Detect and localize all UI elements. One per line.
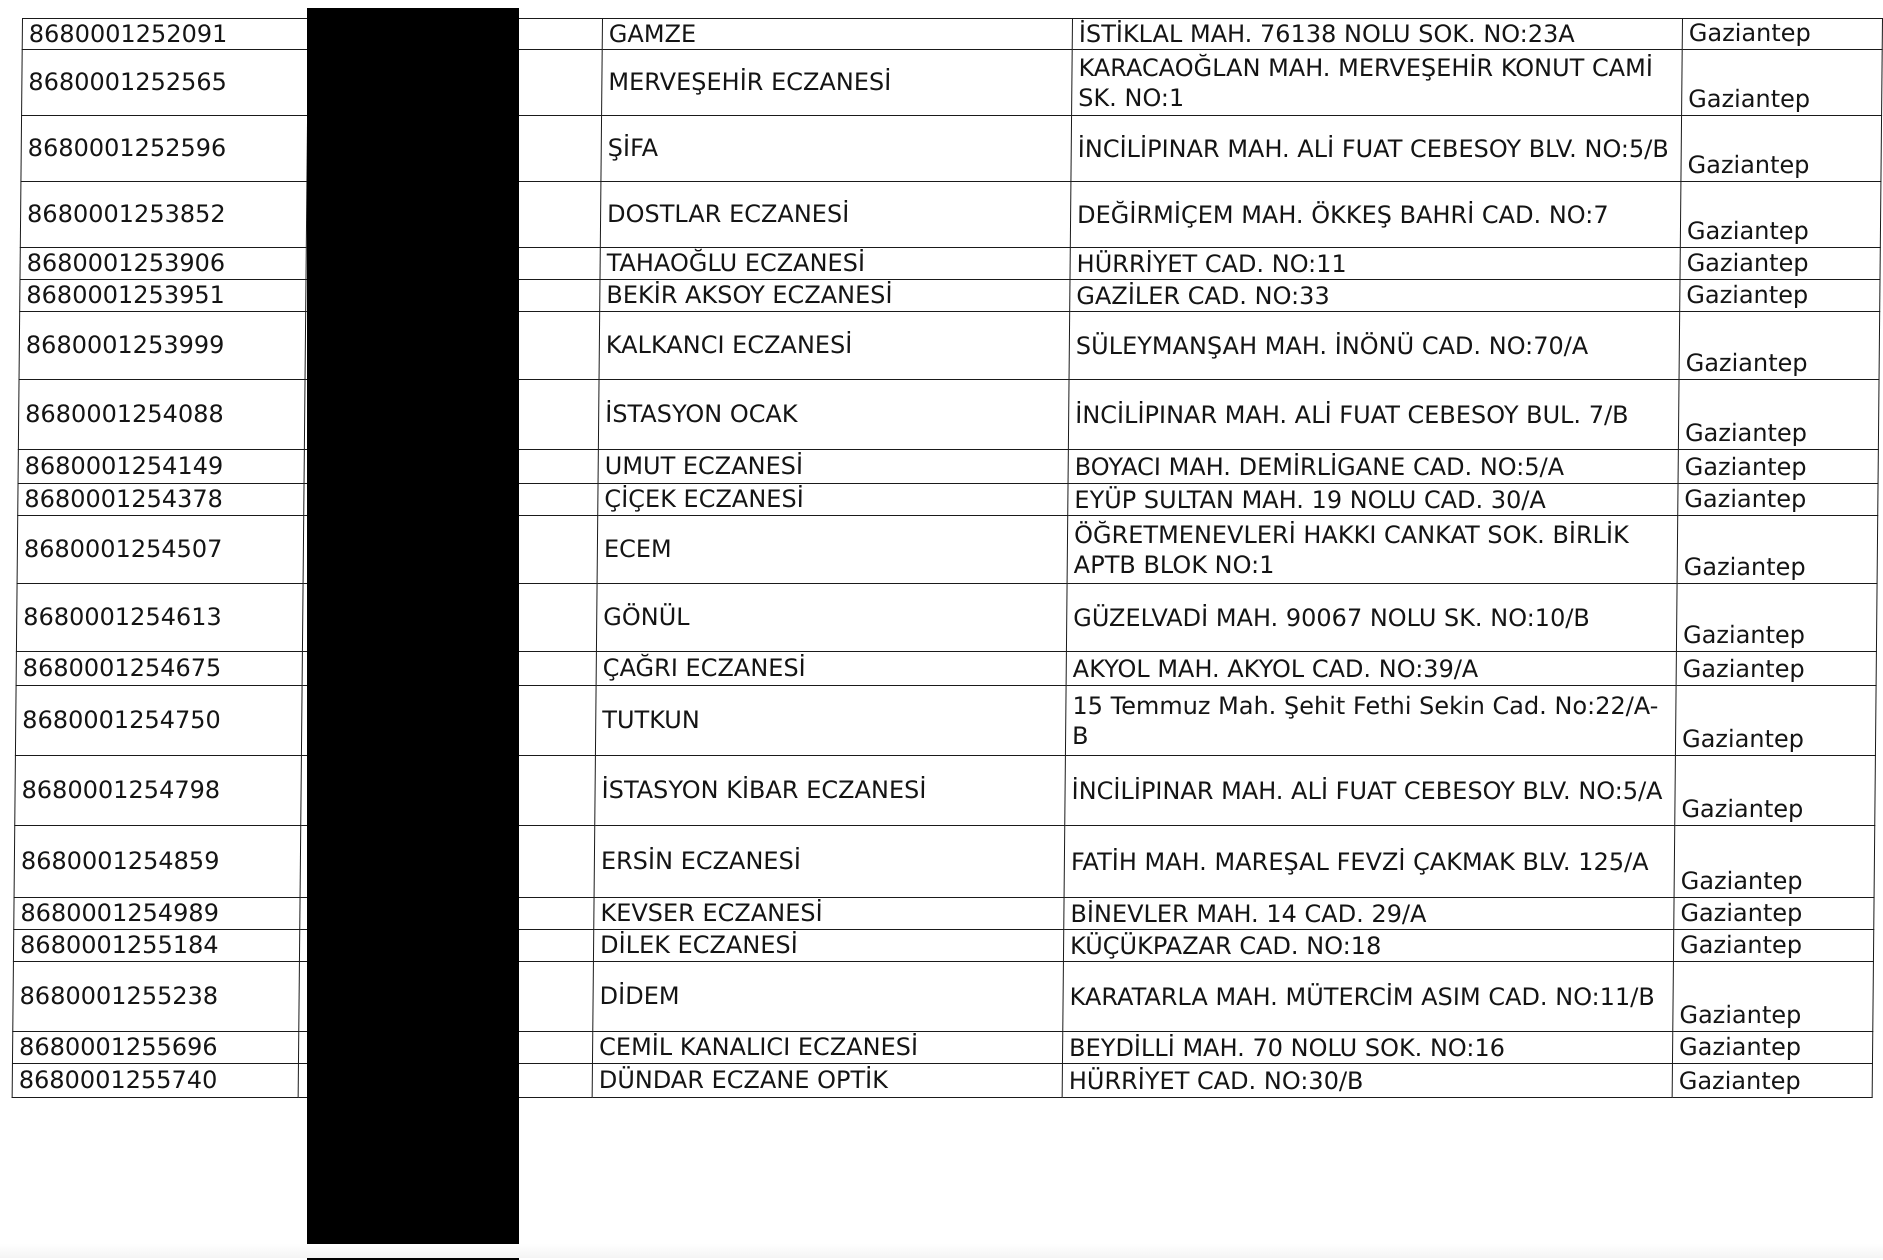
address-cell: FATİH MAH. MAREŞAL FEVZİ ÇAKMAK BLV. 125/A — [1064, 826, 1675, 898]
gln-cell: 8680001254613 — [16, 584, 303, 652]
city-cell: Gaziantep — [1680, 248, 1880, 280]
gln-cell: 8680001254378 — [18, 484, 304, 516]
city-cell: Gaziantep — [1679, 312, 1880, 380]
city-cell: Gaziantep — [1682, 19, 1882, 50]
pharmacy-name-cell: İSTASYON KİBAR ECZANESİ — [595, 756, 1066, 826]
table-row — [12, 1032, 1872, 1064]
city-cell: Gaziantep — [1672, 1032, 1872, 1064]
gln-cell: 8680001254675 — [16, 652, 302, 686]
address-cell: HÜRRİYET CAD. NO:11 — [1070, 248, 1680, 280]
pharmacy-name-cell: ECEM — [597, 516, 1068, 584]
city-cell: Gaziantep — [1678, 484, 1878, 516]
table-row — [13, 962, 1874, 1032]
table-row — [13, 930, 1873, 962]
city-cell: Gaziantep — [1678, 450, 1878, 484]
gln-cell: 8680001254149 — [18, 450, 304, 484]
pharmacy-name-cell: KEVSER ECZANESİ — [594, 898, 1064, 930]
city-cell: Gaziantep — [1672, 1064, 1872, 1098]
address-cell: ÖĞRETMENEVLERİ HAKKI CANKAT SOK. BİRLİK APTB BLOK NO:1 — [1067, 516, 1678, 584]
table-row — [19, 312, 1880, 380]
address-cell: BEYDİLLİ MAH. 70 NOLU SOK. NO:16 — [1062, 1032, 1672, 1064]
pharmacy-name-cell: ÇAĞRI ECZANESİ — [596, 652, 1066, 686]
city-cell: Gaziantep — [1677, 516, 1878, 584]
pharmacy-name-cell: GAMZE — [602, 19, 1072, 50]
table-row — [21, 116, 1882, 182]
address-cell: İNCİLİPINAR MAH. ALİ FUAT CEBESOY BLV. NO:5/A — [1065, 756, 1676, 826]
gln-cell: 8680001253906 — [20, 248, 306, 280]
address-cell: İSTİKLAL MAH. 76138 NOLU SOK. NO:23A — [1072, 19, 1682, 50]
pharmacy-name-cell: TAHAOĞLU ECZANESİ — [600, 248, 1070, 280]
pharmacy-name-cell: UMUT ECZANESİ — [598, 450, 1068, 484]
table-row — [14, 898, 1874, 930]
gln-cell: 8680001255184 — [13, 930, 299, 962]
gln-cell: 8680001254507 — [17, 516, 304, 584]
table-row — [22, 19, 1882, 50]
table-row — [16, 584, 1877, 652]
address-cell: İNCİLİPINAR MAH. ALİ FUAT CEBESOY BUL. 7/B — [1068, 380, 1679, 450]
pharmacy-name-cell: İSTASYON OCAK — [598, 380, 1069, 450]
city-cell: Gaziantep — [1674, 826, 1875, 898]
gln-cell: 8680001253852 — [20, 182, 307, 248]
city-cell: Gaziantep — [1673, 962, 1874, 1032]
pharmacy-name-cell: MERVEŞEHİR ECZANESİ — [602, 50, 1073, 116]
pharmacy-name-cell: CEMİL KANALICI ECZANESİ — [592, 1032, 1062, 1064]
city-cell: Gaziantep — [1682, 50, 1883, 116]
city-cell: Gaziantep — [1676, 584, 1877, 652]
pharmacy-name-cell: ERSİN ECZANESİ — [594, 826, 1065, 898]
gln-cell: 8680001254750 — [15, 686, 302, 756]
address-cell: İNCİLİPINAR MAH. ALİ FUAT CEBESOY BLV. NO:5/B — [1071, 116, 1682, 182]
city-cell: Gaziantep — [1680, 280, 1880, 312]
gln-cell: 8680001252565 — [22, 50, 309, 116]
gln-cell: 8680001252596 — [21, 116, 308, 182]
pharmacy-name-cell: GÖNÜL — [596, 584, 1067, 652]
table-row — [15, 756, 1876, 826]
pharmacy-name-cell: DİDEM — [593, 962, 1064, 1032]
pharmacy-name-cell: ŞİFA — [601, 116, 1072, 182]
city-cell: Gaziantep — [1675, 686, 1876, 756]
gln-cell: 8680001253951 — [20, 280, 306, 312]
address-cell: AKYOL MAH. AKYOL CAD. NO:39/A — [1066, 652, 1676, 686]
city-cell: Gaziantep — [1675, 756, 1876, 826]
table-row — [12, 1064, 1872, 1098]
gln-cell: 8680001253999 — [19, 312, 306, 380]
table-row — [16, 652, 1876, 686]
table-row — [20, 280, 1880, 312]
redaction-bar — [307, 8, 519, 1260]
gln-cell: 8680001254798 — [15, 756, 302, 826]
table-row — [22, 50, 1883, 116]
address-cell: GÜZELVADİ MAH. 90067 NOLU SK. NO:10/B — [1066, 584, 1677, 652]
address-cell: KARATARLA MAH. MÜTERCİM ASIM CAD. NO:11/B — [1063, 962, 1674, 1032]
gln-cell: 8680001255696 — [12, 1032, 298, 1064]
pharmacy-table — [12, 18, 1883, 1098]
gln-cell: 8680001255740 — [12, 1064, 298, 1098]
table-row — [15, 686, 1876, 756]
table-row — [14, 826, 1875, 898]
address-cell: GAZİLER CAD. NO:33 — [1070, 280, 1680, 312]
address-cell: 15 Temmuz Mah. Şehit Fethi Sekin Cad. No:22/A-B — [1065, 686, 1676, 756]
pharmacy-name-cell: BEKİR AKSOY ECZANESİ — [600, 280, 1070, 312]
city-cell: Gaziantep — [1678, 380, 1879, 450]
city-cell: Gaziantep — [1673, 930, 1873, 962]
address-cell: BOYACI MAH. DEMİRLİGANE CAD. NO:5/A — [1068, 450, 1678, 484]
address-cell: KÜÇÜKPAZAR CAD. NO:18 — [1063, 930, 1673, 962]
address-cell: HÜRRİYET CAD. NO:30/B — [1062, 1064, 1672, 1098]
address-cell: KARACAOĞLAN MAH. MERVEŞEHİR KONUT CAMİ SK. NO:1 — [1072, 50, 1683, 116]
pharmacy-name-cell: DÜNDAR ECZANE OPTİK — [592, 1064, 1062, 1098]
address-cell: DEĞİRMİÇEM MAH. ÖKKEŞ BAHRİ CAD. NO:7 — [1070, 182, 1681, 248]
gln-cell: 8680001254088 — [18, 380, 305, 450]
table-row — [18, 484, 1878, 516]
pharmacy-name-cell: ÇİÇEK ECZANESİ — [598, 484, 1068, 516]
table-row — [18, 450, 1878, 484]
pharmacy-name-cell: DOSTLAR ECZANESİ — [600, 182, 1071, 248]
pharmacy-name-cell: DİLEK ECZANESİ — [593, 930, 1063, 962]
address-cell: SÜLEYMANŞAH MAH. İNÖNÜ CAD. NO:70/A — [1069, 312, 1680, 380]
pharmacy-name-cell: KALKANCI ECZANESİ — [599, 312, 1070, 380]
gln-cell: 8680001255238 — [13, 962, 300, 1032]
table-row — [20, 248, 1880, 280]
page-bottom-edge — [0, 1244, 1883, 1258]
city-cell: Gaziantep — [1676, 652, 1876, 686]
pharmacy-table-body — [12, 19, 1882, 1098]
pharmacy-name-cell: TUTKUN — [595, 686, 1066, 756]
table-row — [18, 380, 1879, 450]
table-row — [17, 516, 1878, 584]
address-cell: BİNEVLER MAH. 14 CAD. 29/A — [1064, 898, 1674, 930]
gln-cell: 8680001254989 — [14, 898, 300, 930]
city-cell: Gaziantep — [1674, 898, 1874, 930]
table-row — [20, 182, 1881, 248]
city-cell: Gaziantep — [1681, 116, 1882, 182]
city-cell: Gaziantep — [1680, 182, 1881, 248]
gln-cell: 8680001252091 — [22, 19, 308, 50]
address-cell: EYÜP SULTAN MAH. 19 NOLU CAD. 30/A — [1068, 484, 1678, 516]
gln-cell: 8680001254859 — [14, 826, 301, 898]
